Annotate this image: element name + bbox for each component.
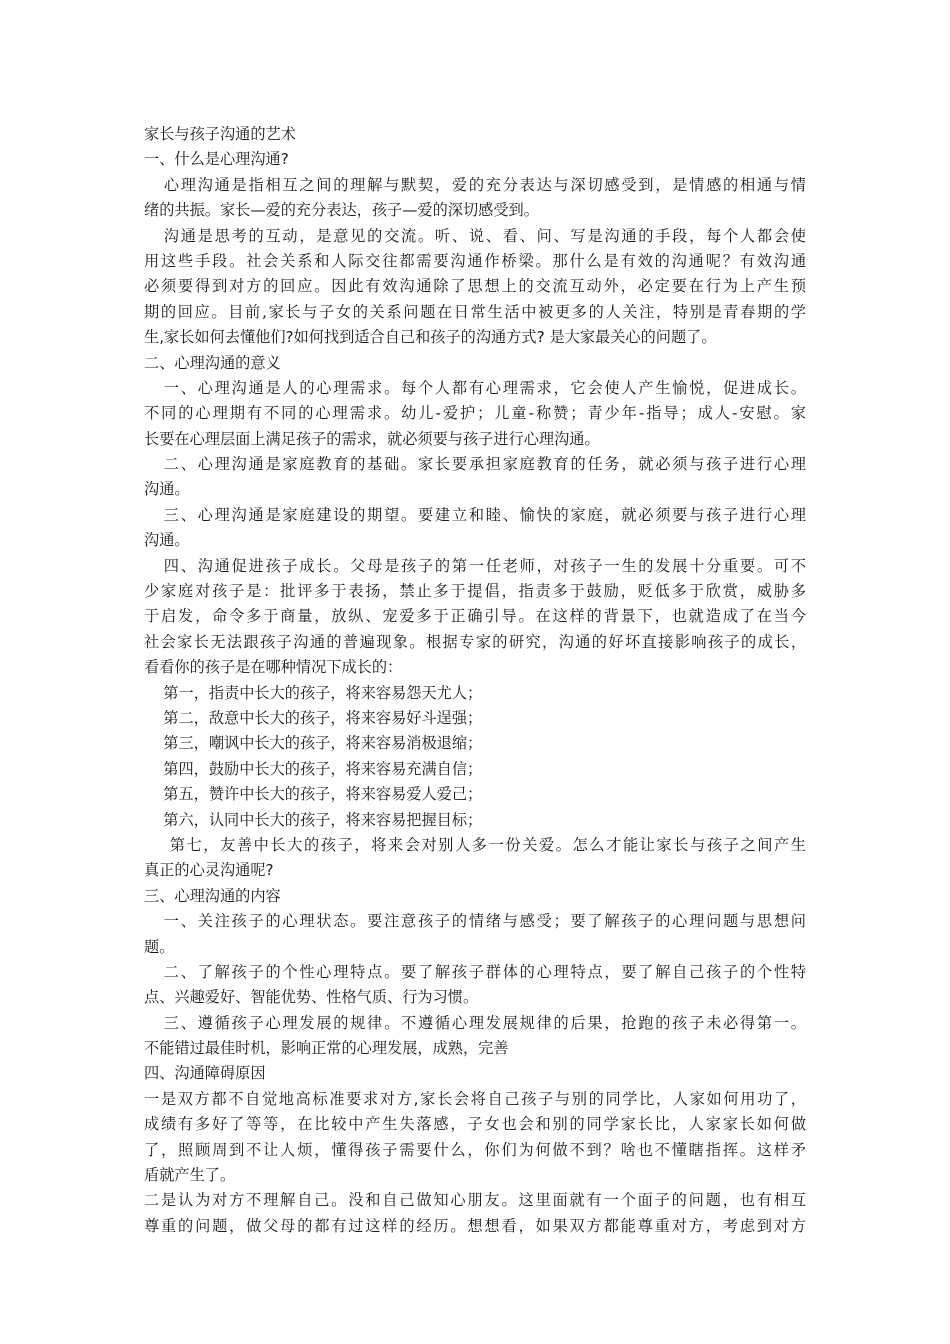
paragraph-line: 社会家长无法跟孩子沟通的普遍现象。根据专家的研究，沟通的好坏直接影响孩子的成长， xyxy=(144,632,806,651)
paragraph-line: 少家庭对孩子是：批评多于表扬，禁止多于提倡，指责多于鼓励，贬低多于欣赏，威胁多 xyxy=(144,582,806,601)
paragraph-line: 于启发，命令多于商量，放纵、宠爱多于正确引导。在这样的背景下，也就造成了在当今 xyxy=(144,607,806,626)
document-title: 家长与孩子沟通的艺术 xyxy=(144,125,296,143)
paragraph-line: 沟通是思考的互动，是意见的交流。听、说、看、问、写是沟通的手段，每个人都会使 xyxy=(144,226,806,245)
paragraph-line: 沟通。 xyxy=(144,531,190,550)
section-heading: 四、沟通障碍原因 xyxy=(144,1064,266,1083)
paragraph-line: 三、心理沟通是家庭建设的期望。要建立和睦、愉快的家庭，就必须要与孩子进行心理 xyxy=(144,505,806,524)
paragraph-line: 点、兴趣爱好、智能优势、性格气质、行为习惯。 xyxy=(144,988,479,1007)
paragraph-line: 真正的心灵沟通呢? xyxy=(144,861,274,880)
paragraph-line: 用这些手段。社会关系和人际交往都需要沟通作桥梁。那什么是有效的沟通呢？有效沟通 xyxy=(144,251,806,270)
paragraph-line: 第三，嘲讽中长大的孩子，将来容易消极退缩； xyxy=(144,734,483,753)
paragraph-line: 四、沟通促进孩子成长。父母是孩子的第一任老师，对孩子一生的发展十分重要。可不 xyxy=(144,556,806,575)
paragraph-line: 心理沟通是指相互之间的理解与默契，爱的充分表达与深切感受到，是情感的相通与情 xyxy=(144,175,806,194)
paragraph-line: 第六，认同中长大的孩子，将来容易把握目标； xyxy=(144,810,483,829)
paragraph-line: 必须要得到对方的回应。因此有效沟通除了思想上的交流互动外，必定要在行为上产生预 xyxy=(144,277,806,296)
paragraph-line: 不同的心理期有不同的心理需求。幼儿-爱护；儿童-称赞；青少年-指导；成人-安慰。家 xyxy=(144,404,806,423)
section-heading: 三、心理沟通的内容 xyxy=(144,886,281,905)
paragraph-line: 第二，敌意中长大的孩子，将来容易好斗逞强； xyxy=(144,708,483,727)
paragraph-line: 长要在心理层面上满足孩子的需求，就必须要与孩子进行心理沟通。 xyxy=(144,429,600,448)
paragraph-line: 看看你的孩子是在哪种情况下成长的： xyxy=(144,658,403,677)
paragraph-line: 第四，鼓励中长大的孩子，将来容易充满自信； xyxy=(144,759,483,778)
paragraph-line: 三、遵循孩子心理发展的规律。不遵循心理发展规律的后果，抢跑的孩子未必得第一。 xyxy=(144,1013,806,1032)
section-heading: 二、心理沟通的意义 xyxy=(144,353,281,372)
document-body xyxy=(144,147,806,1239)
paragraph-line: 期的回应。目前,家长与子女的关系问题在日常生活中被更多的人关注，特别是青春期的学 xyxy=(144,302,806,321)
paragraph-line: 沟通。 xyxy=(144,480,190,499)
paragraph-line: 了，照顾周到不让人烦，懂得孩子需要什么，你们为何做不到？啥也不懂瞎指挥。这样矛 xyxy=(144,1140,806,1159)
paragraph-line: 二是认为对方不理解自己。没和自己做知心朋友。这里面就有一个面子的问题，也有相互 xyxy=(144,1191,806,1210)
section-heading: 一、什么是心理沟通? xyxy=(144,150,289,169)
paragraph-line: 第七，友善中长大的孩子，将来会对别人多一份关爱。怎么才能让家长与孩子之间产生 xyxy=(144,835,806,854)
paragraph-line: 绪的共振。家长—爱的充分表达，孩子—爱的深切感受到。 xyxy=(144,201,539,220)
paragraph-line: 成绩有多好了等等，在比较中产生失落感，子女也会和别的同学家长比，人家家长如何做 xyxy=(144,1115,806,1134)
paragraph-line: 一是双方都不自觉地高标准要求对方,家长会将自己孩子与别的同学比，人家如何用功了， xyxy=(144,1089,806,1108)
document-page xyxy=(144,122,806,1239)
paragraph-line: 盾就产生了。 xyxy=(144,1166,236,1185)
paragraph-line: 第五，赞许中长大的孩子，将来容易爱人爱己； xyxy=(144,785,483,804)
paragraph-line: 二、了解孩子的个性心理特点。要了解孩子群体的心理特点，要了解自己孩子的个性特 xyxy=(144,962,806,981)
paragraph-line: 题。 xyxy=(144,937,175,956)
paragraph-line: 二、心理沟通是家庭教育的基础。家长要承担家庭教育的任务，就必须与孩子进行心理 xyxy=(144,455,806,474)
paragraph-line: 一、心理沟通是人的心理需求。每个人都有心理需求，它会使人产生愉悦，促进成长。 xyxy=(144,378,806,397)
paragraph-line: 第一，指责中长大的孩子，将来容易怨天尤人； xyxy=(144,683,483,702)
paragraph-line: 尊重的问题，做父母的都有过这样的经历。想想看，如果双方都能尊重对方，考虑到对方 xyxy=(144,1216,806,1235)
paragraph-line: 不能错过最佳时机，影响正常的心理发展，成熟，完善 xyxy=(144,1039,509,1058)
paragraph-line: 一、关注孩子的心理状态。要注意孩子的情绪与感受；要了解孩子的心理问题与思想问 xyxy=(144,912,806,931)
paragraph-line: 生,家长如何去懂他们?如何找到适合自己和孩子的沟通方式? 是大家最关心的问题了。 xyxy=(144,328,717,347)
